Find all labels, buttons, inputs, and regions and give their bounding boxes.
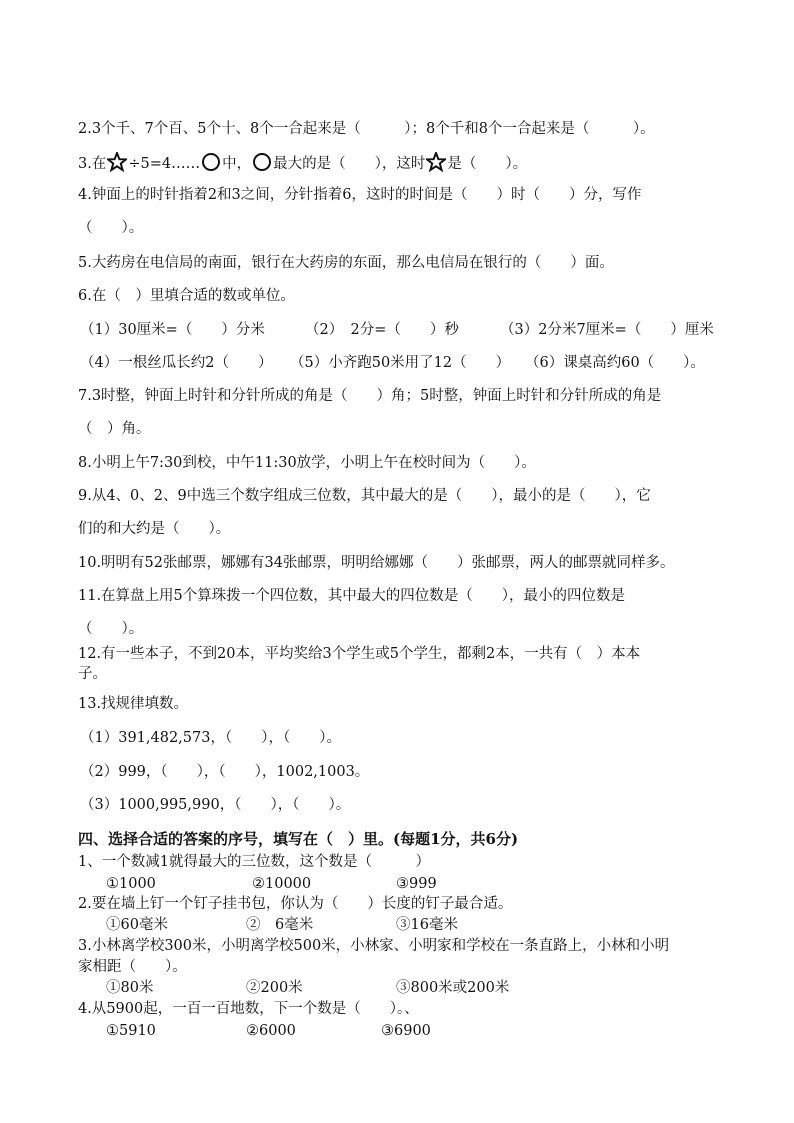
q6-item-2: （2） 2分=（ ）秒 bbox=[305, 322, 459, 338]
q6-item-4: （4）一根丝瓜长约2（ ） bbox=[80, 355, 273, 371]
q6-item-5: （5）小齐跑50米用了12（ ） bbox=[290, 355, 511, 371]
circle-icon bbox=[201, 152, 221, 172]
q3-equation: ÷5=4…… bbox=[128, 156, 201, 172]
question-7-line1: 7.3时整，钟面上时针和分针所成的角是（ ）角；5时整，钟面上时针和分针所成的角是 bbox=[78, 388, 662, 404]
section-4-heading: 四、选择合适的答案的序号，填写在（ ）里。(每题1分，共6分) bbox=[78, 830, 519, 848]
choice-2-stem: 2.要在墙上钉一个钉子挂书包，你认为（ ）长度的钉子最合适。 bbox=[78, 896, 513, 912]
question-10: 10.明明有52张邮票，娜娜有34张邮票，明明给娜娜（ ）张邮票，两人的邮票就同样多。 bbox=[78, 555, 675, 571]
q6-item-3: （3）2分米7厘米=（ ）厘米 bbox=[500, 322, 714, 338]
option: ③16毫米 bbox=[396, 917, 458, 933]
option: ③800米或200米 bbox=[396, 980, 510, 996]
option: ②6000 bbox=[246, 1023, 296, 1039]
question-13-item: （3）1000,995,990，（ ），（ ）。 bbox=[80, 797, 351, 813]
question-4-line1: 4.钟面上的时针指着2和3之间，分针指着6，这时的时间是（ ）时（ ）分，写作 bbox=[78, 187, 642, 203]
star-icon bbox=[426, 152, 446, 172]
question-12-line1: 12.有一些本子，不到20本，平均奖给3个学生或5个学生，都剩2本，一共有（ ）本本 bbox=[78, 646, 641, 662]
choice-3-line1: 3.小林离学校300米，小明离学校500米，小林家、小明家和学校在一条直路上，小林和小明 bbox=[78, 938, 670, 954]
question-4-line2: （ ）。 bbox=[78, 220, 144, 236]
option: ①1000 bbox=[106, 876, 156, 892]
question-9-line2: 们的和大约是（ ）。 bbox=[78, 521, 231, 537]
option: ②10000 bbox=[252, 876, 312, 892]
option: ①5910 bbox=[106, 1023, 156, 1039]
choice-3-line2: 家相距（ ）。 bbox=[78, 959, 187, 975]
question-8: 8.小明上午7:30到校，中午11:30放学，小明上午在校时间为（ ）。 bbox=[78, 455, 536, 471]
question-13-item: （2）999，（ ），（ ），1002,1003。 bbox=[80, 764, 370, 780]
q6-item-1: （1）30厘米=（ ）分米 bbox=[80, 322, 265, 338]
q3-end: 是（ ）。 bbox=[447, 156, 528, 172]
question-11-line1: 11.在算盘上用5个算珠拨一个四位数，其中最大的四位数是（ ），最小的四位数是 bbox=[78, 588, 626, 604]
question-11-line2: （ ）。 bbox=[78, 621, 144, 637]
option: ② 6毫米 bbox=[246, 917, 314, 933]
question-9-line1: 9.从4、0、2、9中选三个数字组成三位数，其中最大的是（ ），最小的是（ ），它 bbox=[78, 488, 651, 504]
q3-mid: 中， bbox=[222, 156, 252, 172]
question-12-line2: 子。 bbox=[78, 666, 107, 682]
choice-1-stem: 1、一个数减1就得最大的三位数，这个数是（ ） bbox=[78, 854, 430, 870]
question-7-line2: （ ）角。 bbox=[78, 421, 151, 437]
question-5: 5.大药房在电信局的南面，银行在大药房的东面，那么电信局在银行的（ ）面。 bbox=[78, 255, 614, 271]
option: ②200米 bbox=[246, 980, 303, 996]
star-icon bbox=[107, 152, 127, 172]
option: ③999 bbox=[396, 876, 437, 892]
question-6-title: 6.在（ ）里填合适的数或单位。 bbox=[78, 288, 295, 304]
q3-mid2: 最大的是（ ），这时 bbox=[273, 156, 426, 172]
q3-prefix: 3.在 bbox=[78, 156, 107, 172]
option: ③6900 bbox=[381, 1023, 431, 1039]
question-13-item: （1）391,482,573，（ ），（ ）。 bbox=[80, 730, 341, 746]
circle-icon bbox=[252, 152, 272, 172]
option: ①60毫米 bbox=[106, 917, 168, 933]
q6-item-6: （6）课桌高约60（ ）。 bbox=[525, 355, 705, 371]
question-2: 2.3个千、7个百、5个十、8个一合起来是（ ）；8个千和8个一合起来是（ ）。 bbox=[78, 121, 655, 137]
choice-4-stem: 4.从5900起，一百一百地数，下一个数是（ ）。、 bbox=[78, 1001, 419, 1017]
option: ①80米 bbox=[106, 980, 154, 996]
question-13-title: 13.找规律填数。 bbox=[78, 696, 189, 712]
question-3 bbox=[78, 152, 527, 174]
